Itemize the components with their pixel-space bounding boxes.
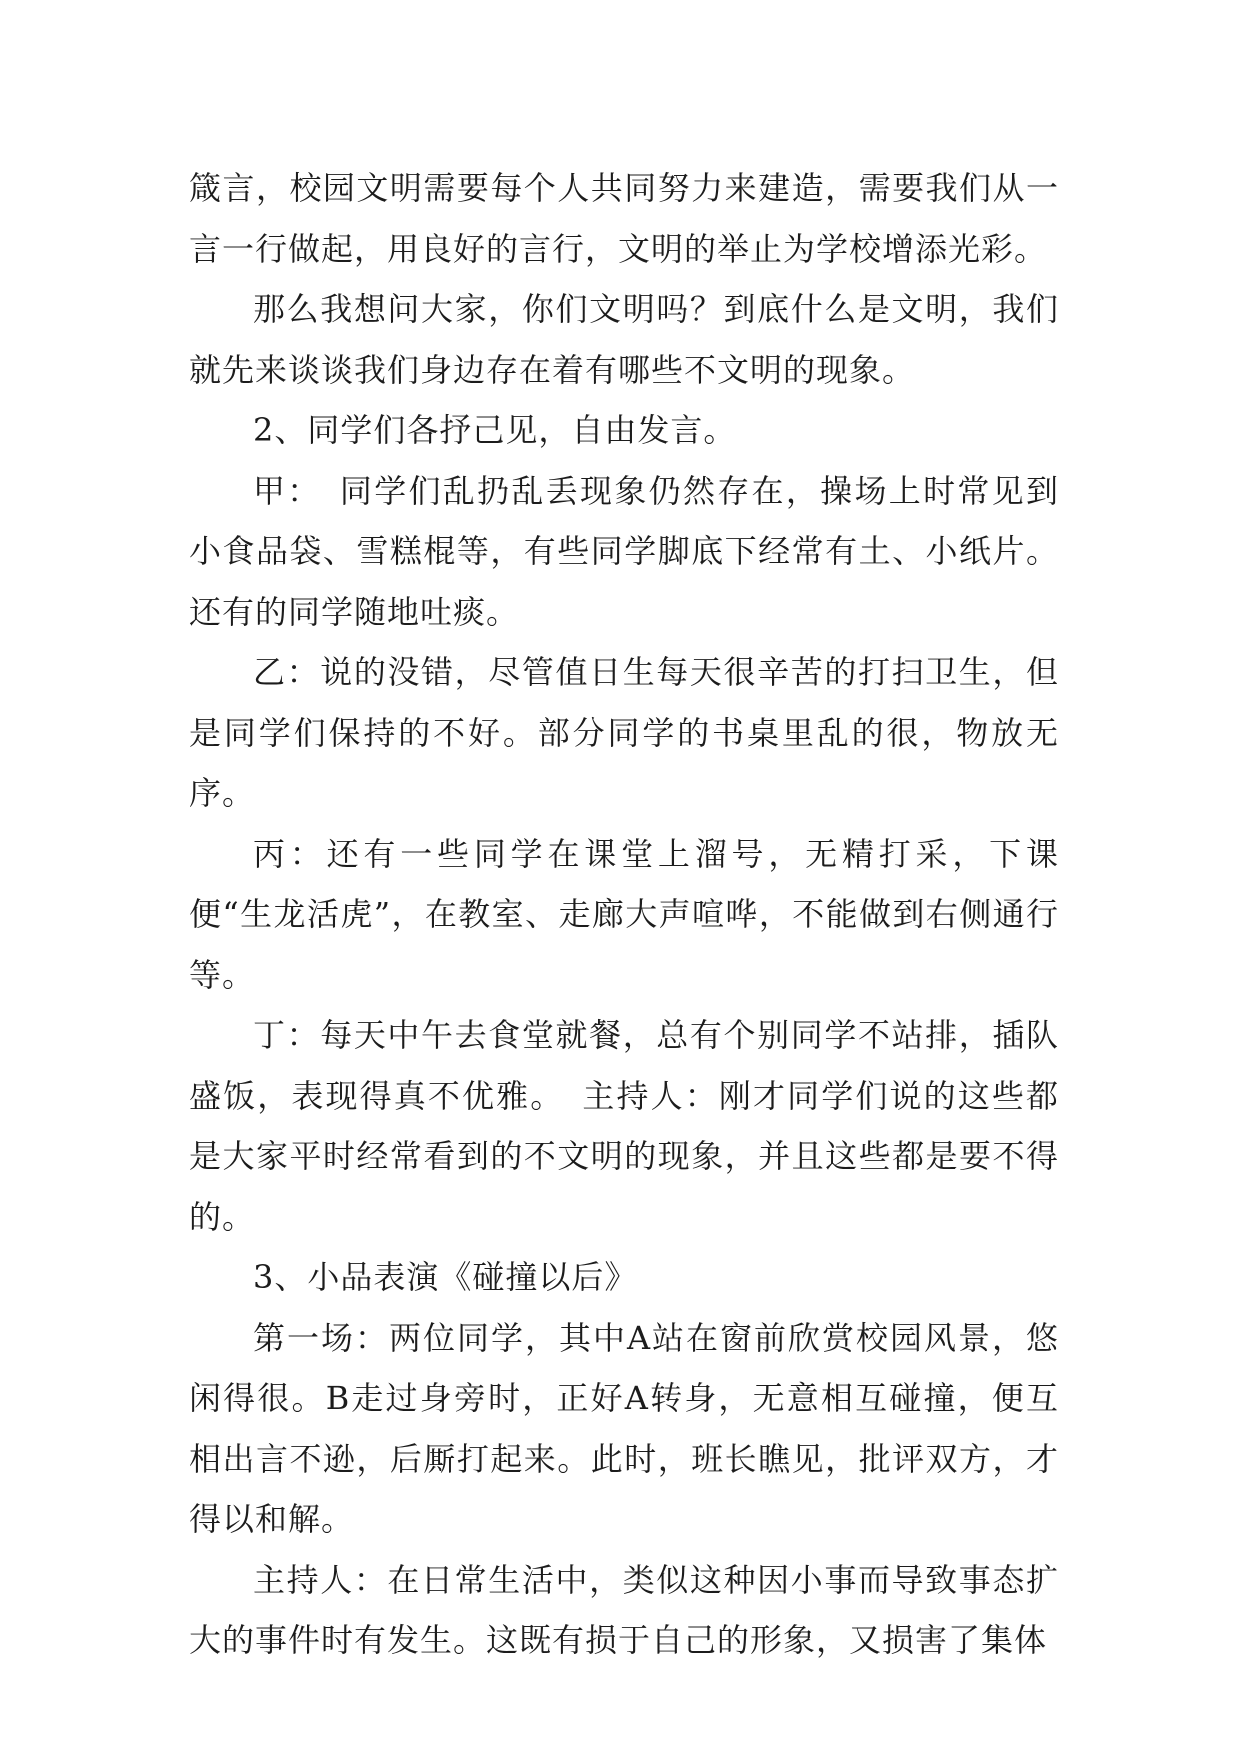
paragraph-6: 丙：还有一些同学在课堂上溜号，无精打采，下课便“生龙活虎”，在教室、走廊大声喧哗，不能做到右侧通行等。 [189, 834, 1059, 994]
paragraph-7: 丁：每天中午去食堂就餐，总有个别同学不站排，插队盛饭，表现得真不优雅。 主持人：刚才同学们说的这些都是大家平时经常看到的不文明的现象，并且这些都是要不得的。 [189, 1016, 1059, 1236]
paragraph-9: 第一场：两位同学，其中A站在窗前欣赏校园风景，悠闲得很。B走过身旁时，正好A转身，无意相互碰撞，便互相出言不逊，后厮打起来。此时，班长瞧见，批评双方，才得以和解。 [189, 1318, 1059, 1538]
paragraph-8: 3、小品表演《碰撞以后》 [253, 1258, 638, 1296]
paragraph-1: 箴言，校园文明需要每个人共同努力来建造，需要我们从一言一行做起，用良好的言行，文明的举止为学校增添光彩。 [189, 169, 1059, 268]
paragraph-4: 甲： 同学们乱扔乱丢现象仍然存在，操场上时常见到小食品袋、雪糕棍等，有些同学脚底下经常有土、小纸片。还有的同学随地吐痰。 [189, 471, 1059, 631]
paragraph-5: 乙：说的没错，尽管值日生每天很辛苦的打扫卫生，但是同学们保持的不好。部分同学的书桌里乱的很，物放无序。 [189, 653, 1059, 812]
paragraph-10: 主持人：在日常生活中，类似这种因小事而导致事态扩大的事件时有发生。这既有损于自己的形象，又损害了集体 [189, 1560, 1059, 1659]
paragraph-2: 那么我想问大家，你们文明吗？到底什么是文明，我们就先来谈谈我们身边存在着有哪些不文明的现象。 [189, 290, 1059, 389]
document-body [189, 158, 1059, 1671]
paragraph-3: 2、同学们各抒己见，自由发言。 [253, 411, 737, 449]
